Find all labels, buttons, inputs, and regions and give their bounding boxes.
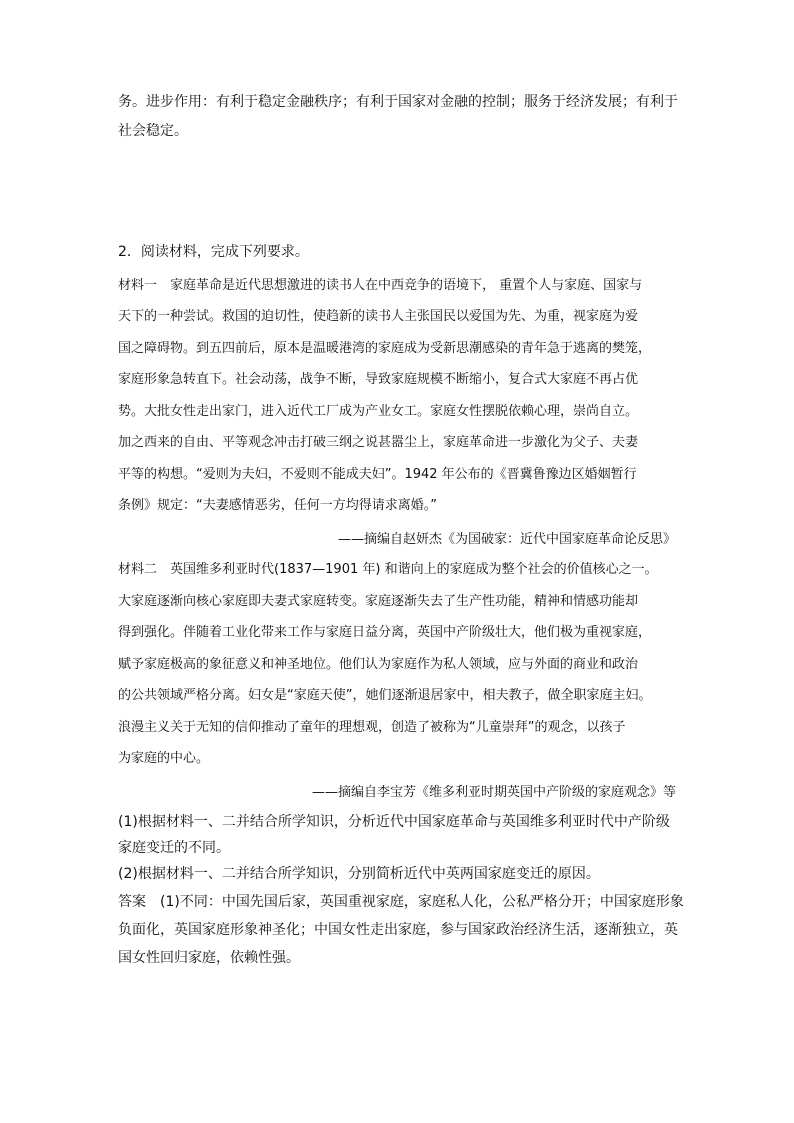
answer-line: 国女性回归家庭，依赖性强。 — [118, 950, 300, 966]
material2-line: 浪漫主义关于无知的信仰推动了童年的理想观，创造了被称为“儿童崇拜”的观念，以孩子 — [118, 720, 626, 735]
material1-line: 平等的构想。“爱则为夫妇，不爱则不能成夫妇”。1942 年公布的《晋冀鲁豫边区婚姻暂行 — [118, 467, 637, 482]
material1-line: 天下的一种尝试。救国的迫切性，使趋新的读书人主张国民以爱国为先、为重，视家庭为爱 — [118, 309, 639, 324]
material2-line: 赋予家庭极高的象征意义和神圣地位。他们认为家庭作为私人领域，应与外面的商业和政治 — [118, 657, 639, 672]
material2-line: 得到强化。伴随着工业化带来工作与家庭日益分离，英国中产阶级壮大，他们极为重视家庭， — [118, 625, 652, 640]
answer-line: 负面化，英国家庭形象神圣化；中国女性走出家庭，参与国家政治经济生活，逐渐独立，英 — [118, 922, 678, 938]
prev-answer-line: 务。进步作用：有利于稳定金融秩序；有利于国家对金融的控制；服务于经济发展；有利于 — [118, 94, 678, 110]
task1-line: 家庭变迁的不同。 — [118, 840, 230, 856]
material1-line: 势。大批女性走出家门，进入近代工厂成为产业女工。家庭女性摆脱依赖心理，崇尚自立。 — [118, 404, 639, 419]
material2-source: ——摘编自李宝芳《维多利亚时期英国中产阶级的家庭观念》等 — [311, 785, 676, 800]
material1-line: 条例》规定：“夫妻感情恶劣，任何一方均得请求离婚。” — [118, 498, 437, 513]
material1-source: ——摘编自赵妍杰《为国破家：近代中国家庭革命论反思》 — [337, 532, 676, 547]
material1-line: 国之障碍物。到五四前后，原本是温暖港湾的家庭成为受新思潮感染的青年急于逃离的樊笼， — [118, 341, 652, 356]
material2-line: 的公共领域严格分离。妇女是“家庭天使”，她们逐渐退居家中，相夫教子，做全职家庭主妇。 — [118, 688, 652, 703]
material2-line: 为家庭的中心。 — [118, 751, 210, 766]
material1-line: 加之西来的自由、平等观念冲击打破三纲之说甚嚣尘上，家庭革命进一步激化为父子、夫妻 — [118, 435, 639, 450]
task1-line: (1)根据材料一、二并结合所学知识，分析近代中国家庭革命与英国维多利亚时代中产阶级 — [118, 814, 670, 830]
question-title: 2．阅读材料，完成下列要求。 — [118, 244, 309, 260]
prev-answer-line: 社会稳定。 — [118, 123, 188, 139]
material1-line: 家庭形象急转直下。社会动荡，战争不断，导致家庭规模不断缩小，复合式大家庭不再占优 — [118, 372, 639, 387]
answer-line: 答案 (1)不同：中国先国后家，英国重视家庭，家庭私人化，公私严格分开；中国家庭形象 — [118, 894, 684, 910]
material2-line: 材料二 英国维多利亚时代(1837—1901 年) 和谐向上的家庭成为整个社会的价值核心之一。 — [118, 562, 658, 577]
material1-line: 材料一 家庭革命是近代思想激进的读书人在中西竞争的语境下， 重置个人与家庭、国家与 — [118, 278, 643, 293]
task2-line: (2)根据材料一、二并结合所学知识，分别简析近代中英两国家庭变迁的原因。 — [118, 866, 600, 882]
material2-line: 大家庭逐渐向核心家庭即夫妻式家庭转变。家庭逐渐失去了生产性功能，精神和情感功能却 — [118, 594, 639, 609]
